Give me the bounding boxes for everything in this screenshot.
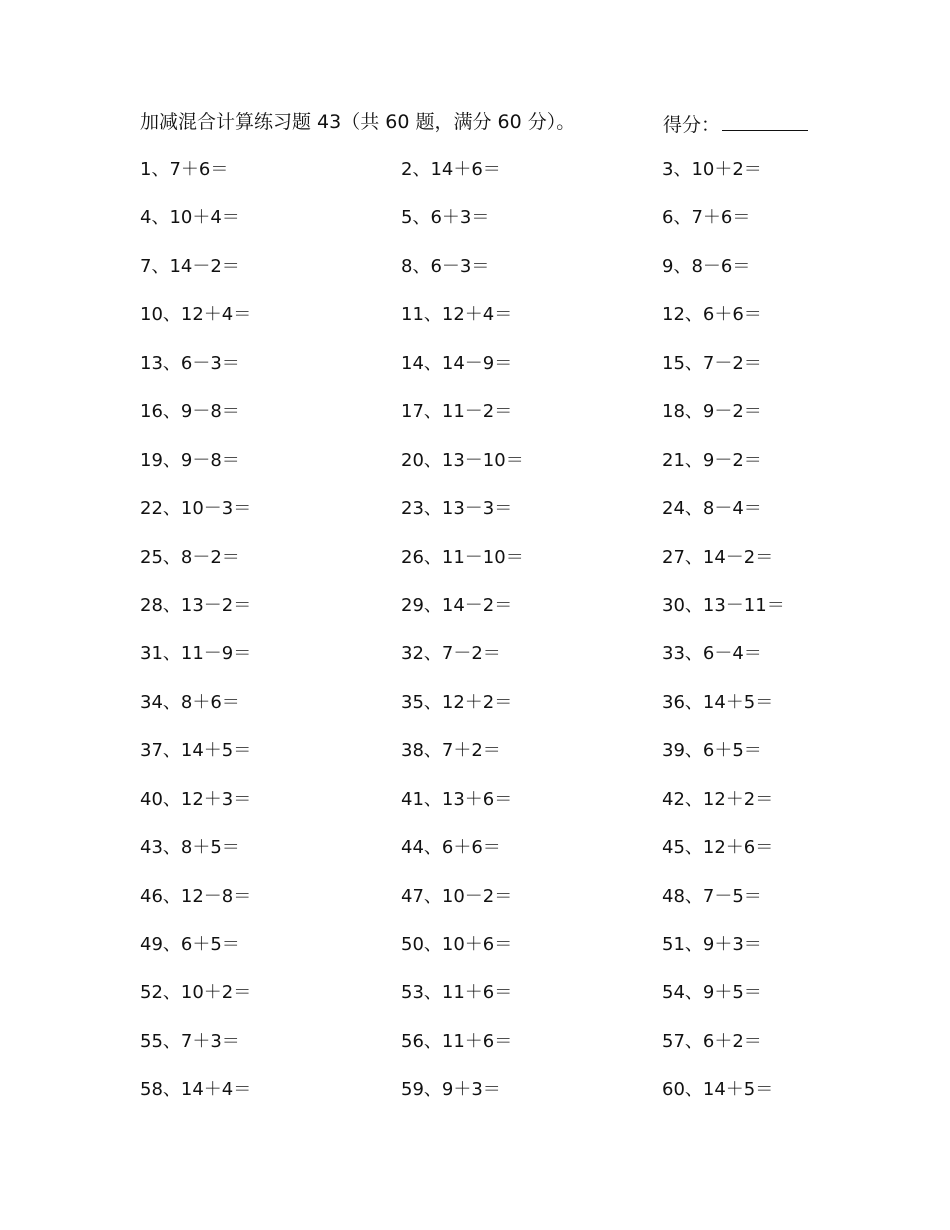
problem-item: 54、9＋5＝ bbox=[662, 982, 762, 1004]
problem-item: 5、6＋3＝ bbox=[401, 207, 490, 229]
problem-item: 35、12＋2＝ bbox=[401, 691, 513, 713]
worksheet-header bbox=[140, 108, 830, 136]
problem-item: 30、13－11＝ bbox=[662, 594, 785, 616]
problem-item: 31、11－9＝ bbox=[140, 643, 252, 665]
problem-item: 4、10＋4＝ bbox=[140, 207, 240, 229]
problem-item: 20、13－10＝ bbox=[401, 449, 524, 471]
problem-item: 50、10＋6＝ bbox=[401, 934, 513, 955]
problem-item: 7、14－2＝ bbox=[140, 255, 240, 277]
problem-item: 6、7＋6＝ bbox=[662, 207, 751, 229]
problem-grid bbox=[140, 153, 840, 1122]
problem-item: 24、8－4＝ bbox=[662, 498, 762, 520]
problem-item: 28、13－2＝ bbox=[140, 594, 252, 616]
problem-item: 10、12＋4＝ bbox=[140, 304, 252, 326]
problem-item: 49、6＋5＝ bbox=[140, 934, 240, 955]
problem-item: 21、9－2＝ bbox=[662, 449, 762, 471]
problem-item: 53、11＋6＝ bbox=[401, 982, 513, 1004]
problem-item: 2、14＋6＝ bbox=[401, 159, 501, 180]
problem-item: 12、6＋6＝ bbox=[662, 304, 762, 326]
problem-item: 47、10－2＝ bbox=[401, 885, 513, 907]
problem-item: 13、6－3＝ bbox=[140, 352, 240, 374]
problem-item: 17、11－2＝ bbox=[401, 401, 513, 423]
problem-item: 38、7＋2＝ bbox=[401, 740, 501, 762]
problem-item: 36、14＋5＝ bbox=[662, 691, 774, 713]
problem-item: 52、10＋2＝ bbox=[140, 982, 252, 1004]
score-blank-line[interactable] bbox=[722, 108, 808, 131]
problem-item: 42、12＋2＝ bbox=[662, 788, 774, 810]
problem-item: 11、12＋4＝ bbox=[401, 304, 513, 326]
problem-item: 1、7＋6＝ bbox=[140, 159, 229, 180]
problem-item: 23、13－3＝ bbox=[401, 498, 513, 520]
problem-item: 33、6－4＝ bbox=[662, 643, 762, 665]
problem-item: 15、7－2＝ bbox=[662, 352, 762, 374]
problem-item: 58、14＋4＝ bbox=[140, 1079, 252, 1101]
problem-item: 19、9－8＝ bbox=[140, 449, 240, 471]
problem-item: 41、13＋6＝ bbox=[401, 788, 513, 810]
problem-item: 32、7－2＝ bbox=[401, 643, 501, 665]
problem-item: 39、6＋5＝ bbox=[662, 740, 762, 762]
problem-item: 48、7－5＝ bbox=[662, 885, 762, 907]
problem-item: 57、6＋2＝ bbox=[662, 1030, 762, 1052]
problem-item: 8、6－3＝ bbox=[401, 255, 490, 277]
problem-item: 51、9＋3＝ bbox=[662, 934, 762, 955]
problem-item: 3、10＋2＝ bbox=[662, 159, 762, 180]
problem-item: 46、12－8＝ bbox=[140, 885, 252, 907]
problem-item: 60、14＋5＝ bbox=[662, 1079, 774, 1101]
problem-item: 44、6＋6＝ bbox=[401, 837, 501, 859]
problem-item: 26、11－10＝ bbox=[401, 546, 524, 568]
problem-item: 34、8＋6＝ bbox=[140, 691, 240, 713]
problem-item: 29、14－2＝ bbox=[401, 594, 513, 616]
problem-item: 14、14－9＝ bbox=[401, 352, 513, 374]
problem-item: 37、14＋5＝ bbox=[140, 740, 252, 762]
problem-item: 56、11＋6＝ bbox=[401, 1030, 513, 1052]
score-field bbox=[663, 108, 808, 139]
problem-item: 40、12＋3＝ bbox=[140, 788, 252, 810]
problem-item: 43、8＋5＝ bbox=[140, 837, 240, 859]
problem-item: 22、10－3＝ bbox=[140, 498, 252, 520]
problem-item: 18、9－2＝ bbox=[662, 401, 762, 423]
worksheet-title: 加减混合计算练习题 43（共 60 题，满分 60 分）。 bbox=[140, 111, 576, 133]
problem-item: 25、8－2＝ bbox=[140, 546, 240, 568]
score-label: 得分： bbox=[663, 114, 721, 136]
problem-item: 45、12＋6＝ bbox=[662, 837, 774, 859]
problem-item: 55、7＋3＝ bbox=[140, 1030, 240, 1052]
problem-item: 9、8－6＝ bbox=[662, 255, 751, 277]
problem-item: 27、14－2＝ bbox=[662, 546, 774, 568]
problem-item: 59、9＋3＝ bbox=[401, 1079, 501, 1101]
problem-item: 16、9－8＝ bbox=[140, 401, 240, 423]
